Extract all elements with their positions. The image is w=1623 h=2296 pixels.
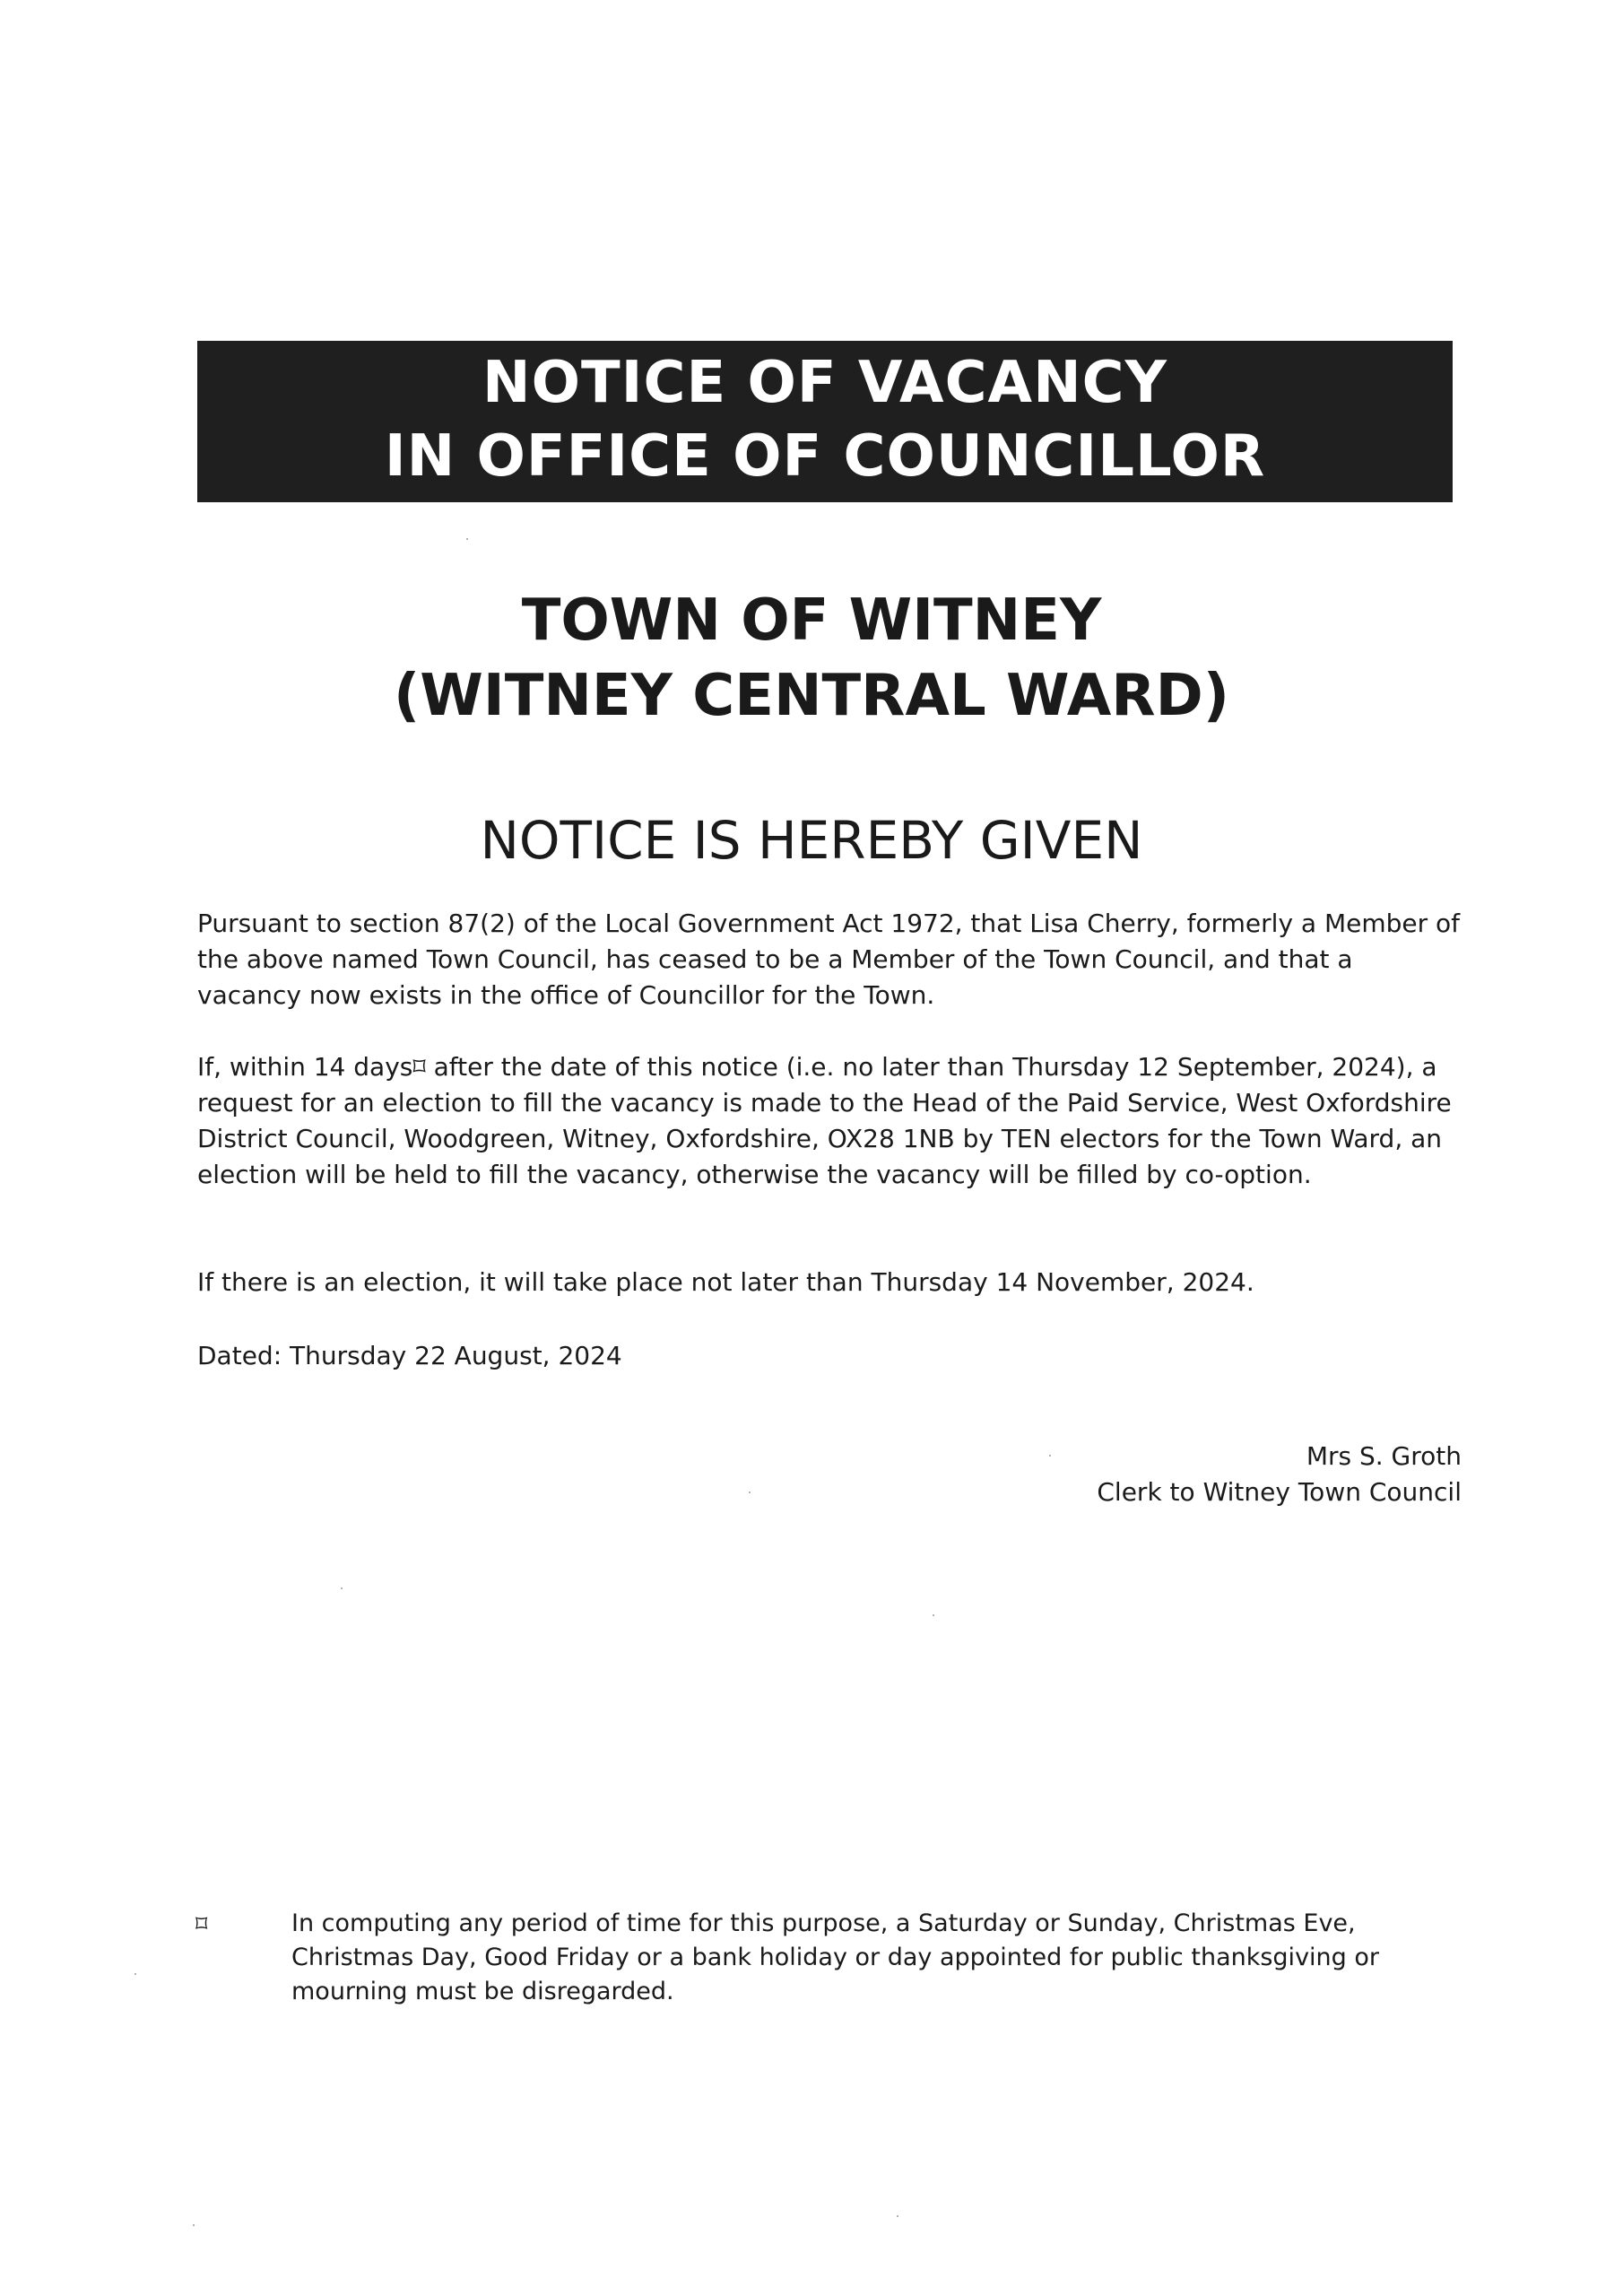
notice-banner [197, 341, 1453, 502]
paragraph-election-date: If there is an election, it will take place not later than Thursday 14 November, 2024. [197, 1267, 1254, 1297]
banner-title-line-1: NOTICE OF VACANCY [482, 350, 1167, 416]
town-name: TOWN OF WITNEY [521, 587, 1102, 654]
scan-speck [1049, 1455, 1051, 1457]
footnote-mark: ⌑ [195, 1911, 208, 1938]
scan-speck [749, 1492, 751, 1493]
paragraph-vacancy: Pursuant to section 87(2) of the Local Government Act 1972, that Lisa Cherry, formerly a Member of the above named Town Council, has ceased to be a Member of the Town Council, and that a vacancy now exists in the office of Councillor for the Town. [197, 909, 1461, 1010]
scan-speck [466, 538, 468, 540]
town-title [0, 583, 1623, 734]
scan-speck [933, 1614, 934, 1616]
scan-speck [135, 1973, 136, 1975]
notice-heading: NOTICE IS HEREBY GIVEN [480, 810, 1143, 871]
dated-line: Dated: Thursday 22 August, 2024 [197, 1341, 622, 1370]
scan-speck [193, 2224, 195, 2226]
signatory-name: Mrs S. Groth [1306, 1441, 1462, 1471]
signature-block [1097, 1439, 1462, 1510]
signatory-title: Clerk to Witney Town Council [1097, 1477, 1462, 1507]
banner-title-line-2: IN OFFICE OF COUNCILLOR [384, 423, 1266, 490]
ward-name: (WITNEY CENTRAL WARD) [394, 663, 1229, 729]
paragraph-election-request: If, within 14 days⌑ after the date of this notice (i.e. no later than Thursday 12 September, 2024), a request for an election to fill the vacancy is made to the Head of the Paid Service, West Oxfordshire District Council, Woodgreen, Witney, Oxfordshire, OX28 1NB by TEN electors for the Town Ward, an election will be held to fill the vacancy, otherwise the vacancy will be filled by co-option. [197, 1052, 1452, 1189]
footnote-text: In computing any period of time for this purpose, a Saturday or Sunday, Christmas Eve, Christmas Day, Good Friday or a bank holiday or day appointed for public thanksgiving or mourning must be disregarded. [291, 1909, 1379, 2005]
scan-speck [341, 1587, 343, 1589]
scan-speck [897, 2215, 898, 2217]
